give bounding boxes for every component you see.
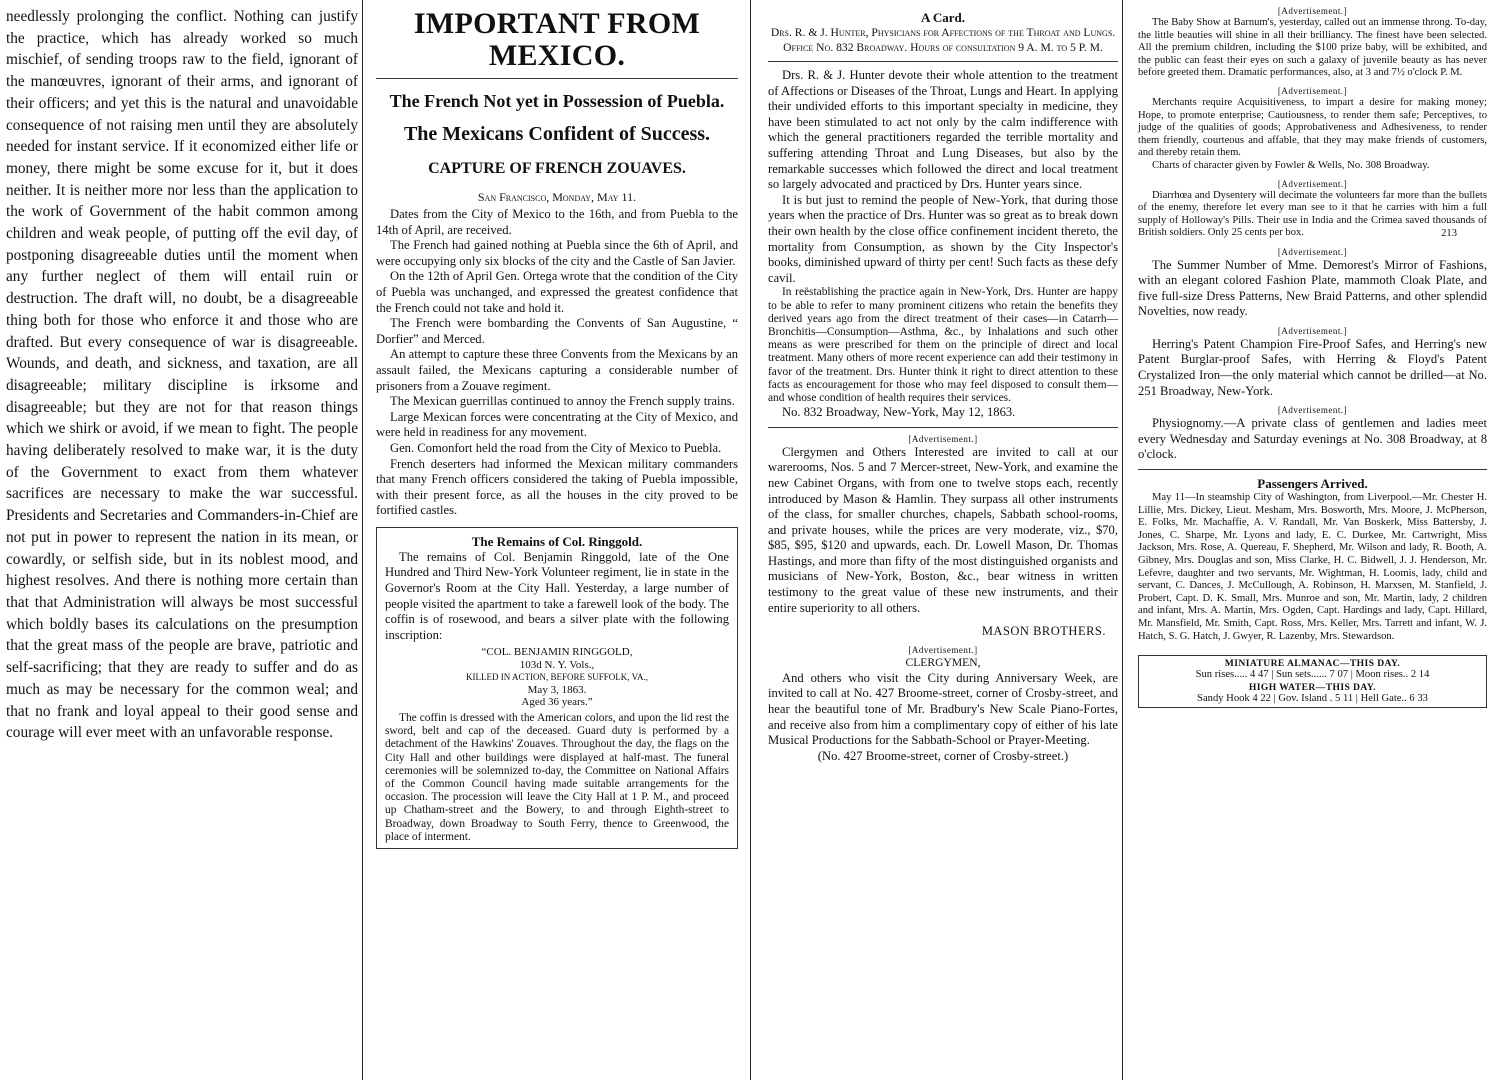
card-office: Office No. 832 Broadway. Hours of consultation 9 A. M. to 5 P. M. (783, 40, 1103, 54)
advertisement-label: [Advertisement.] (1277, 405, 1348, 416)
divider (768, 61, 1118, 62)
high-water-title: HIGH WATER—THIS DAY. (1248, 681, 1377, 693)
hunter-address: No. 832 Broadway, New-York, May 12, 1863. (782, 405, 1016, 420)
hunter-para: In reëstablishing the practice again in New-York, Drs. Hunter are happy to be able to refer to many prominent citizens who retain the benefits they derived years ago from the direct treatment of their cases—in Catarrh—Bronchitis—Consumption—Asthma, &c., by Inhalations and such other means as were prescribed for them on the principle of direct and local treatment. Many others of more recent experience can add their testimony in favor of the treatment. Drs. Hunter think it right to direct attention to these facts as encouragement for those who may feel disposed to consult them—and whose condition of health requires their services. (768, 286, 1118, 404)
advertisement-column (758, 0, 1124, 1080)
mexico-para: An attempt to capture these three Convents from the Mexicans by an assault failed, the Mexicans capturing a considerable number of prisoners from a Zouave regiment. (376, 347, 738, 393)
notice-number: 213 (1441, 227, 1457, 239)
divider (1138, 469, 1487, 470)
mexico-para: French deserters had informed the Mexican military commanders that many French officers considered the taking of Puebla impossible, with their present force, as all the houses in the city proved to be fortified castles. (376, 456, 738, 518)
headline-mexico: IMPORTANT FROM MEXICO. (376, 8, 738, 79)
mexico-para: Dates from the City of Mexico to the 16th, and from Puebla to the 14th of April, are received. (376, 207, 738, 237)
inscription-line: 103d N. Y. Vols., (519, 658, 595, 671)
hunter-para: It is but just to remind the people of New-York, that during those years when the practice of Drs. Hunter was so great as to break down their own health by the close office confinement incident thereto, the mortality from Consumption, as shown by the City Inspector's books, diminished upward of thirty per cent! Such facts as these defy cavil. (768, 192, 1118, 285)
baby-show-notice: The Baby Show at Barnum's, yesterday, called out an immense throng. To-day, the little beauties will shine in all their brilliancy. The finest have been selected. All the premium children, including the $100 prize baby, will be exhibited, and the public can feast their eyes on such a galaxy of juvenile beauty as has never before greeted them. Dramatic performances, also, at 3 and 7½ o'clock P. M. (1138, 17, 1487, 79)
almanac-sun-moon: Sun rises..... 4 47 | Sun sets...... 7 07 | Moon rises.. 2 14 (1195, 669, 1430, 681)
divider (768, 427, 1118, 428)
almanac-high-water: Sandy Hook 4 22 | Gov. Island . 5 11 | Hell Gate.. 6 33 (1197, 692, 1428, 704)
mexico-para: The French were bombarding the Convents of San Augustine, “ Dorfier” and Merced. (376, 316, 738, 346)
almanac-title: MINIATURE ALMANAC—THIS DAY. (1224, 658, 1401, 670)
charts-notice: Charts of character given by Fowler & Wells, No. 308 Broadway. (1152, 159, 1430, 171)
deck-puebla: The French Not yet in Possession of Puebla. (389, 91, 725, 111)
card-title: A Card. (920, 10, 966, 25)
ringgold-para: The coffin is dressed with the American colors, and upon the lid rest the sword, belt and cap of the deceased. Guard duty is performed by a detachment of the Hawkins' Zouaves. Throughout the day, the flags on the City Hall and other buildings were displayed at half-mast. The funeral ceremonies will be solemnized to-day, the Committee on National Affairs of the Common Council having made suitable arrangements for the occasion. The procession will leave the City Hall at 1 P. M., and proceed up Chatham-street and the Bowery, to and through Eighth-street to Broadway, down Broadway to South Ferry, thence to Greenwood, the place of interment. (385, 711, 729, 843)
bradbury-para: And others who visit the City during Anniversary Week, are invited to call at No. 427 Broome-street, corner of Crosby-street, and hear the beautiful tone of Mr. Bradbury's New Scale Piano-Fortes, and receive also from him a complimentary copy of either of his late Musical Productions for the Sabbath-School or Prayer-Meeting. (768, 670, 1118, 748)
mexico-para: The Mexican guerrillas continued to annoy the French supply trains. (390, 394, 735, 409)
advertisement-label: [Advertisement.] (908, 645, 978, 656)
editorial-text: needlessly prolonging the conflict. Nothing can justify the practice, which has already worked so much mischief, of sending troops raw to the field, ignorant of the manœuvres, ignorant of their arms, and ignorant of their officers; and yet this is the natural and unavoidable consequence of not raising men until they are absolutely needed for instant service. If it economized either life or money, there might be some excuse for it, but it does neither. It is neither more nor less than the application to the work of Government of the habit common among children and weak people, of putting off the evil day, of postponing disagreeable duties until the moment when any further neglect of them will entail ruin or destruction. The draft will, no doubt, be a disagreeable thing both for those who enforce it and those who are drafted. But every consequence of war is disagreeable. Wounds, and death, and sickness, and taxation, are all disagreeable; military discipline is irksome and disagreeable; but they are not for that reason things which we shirk or avoid, if we mean to fight. The people having deliberately resolved to make war, it is the duty of the Government to exact from them whatever sacrifices are necessary to make the war successful. Presidents and Secretaries and Commanders-in-Chief are not put in power to represent the nation in its mean, or cowardly, or selfish side, but in its noblest mood, and highest resolves. And there is nothing more certain than that that Administration will always be most successful which boldly bases its calculations on the presumption that the great mass of the people are brave, patriotic and self-sacrificing; that they are ready to suffer and do as much as may be necessary for the common weal; and that no frank and loyal appeal to their good sense and courage will ever meet with an unfavorable response. (6, 8, 358, 742)
diarrhea-notice: Diarrhœa and Dysentery will decimate the volunteers far more than the bullets of the enemy, therefore let every man see to it that he carries with him a full supply of Holloway's Pills. Their use in India and the Crimea saved thousands of British soldiers. Only 25 cents per box. (1138, 189, 1487, 239)
mexico-column (368, 0, 744, 1080)
clergy-para: Clergymen and Others Interested are invited to call at our warerooms, Nos. 5 and 7 Mercer-street, New-York, and examine the new Cabinet Organs, with from one to twelve stops each, recently introduced by Mason & Hamlin. They surpass all other instruments of the class, for smaller churches, chapels, Sabbath school-rooms, and private houses, while the prices are very moderate, viz., $70, $85, $95, $120 and upwards, each. Dr. Lowell Mason, Dr. Thomas Hastings, and more than fifty of the most distinguished organists and musicians of New-York, Boston, &c., bear witness in written testimony to the great value of these new instruments, and their entire superiority to all others. (768, 444, 1118, 615)
demorest-notice: The Summer Number of Mme. Demorest's Mirror of Fashions, with an elegant colored Fashion Plate, mammoth Cloak Plate, and five full-size Dress Patterns, New Braid Patterns, and other splendid Novelties, now ready. (1138, 257, 1487, 319)
mexico-para: On the 12th of April Gen. Ortega wrote that the condition of the City of Puebla was unchanged, and expressed the greatest confidence that the French could not take and hold it. (376, 269, 738, 315)
column-rule (750, 0, 751, 1080)
bradbury-title: CLERGYMEN, (905, 656, 981, 670)
advertisement-label: [Advertisement.] (908, 433, 978, 444)
notices-column (1128, 0, 1493, 1080)
advertisement-label: [Advertisement.] (1277, 178, 1348, 189)
inscription-line: Aged 36 years.” (521, 696, 593, 709)
column-rule (362, 0, 363, 1080)
advertisement-label: [Advertisement.] (1277, 6, 1348, 16)
column-rule (1122, 0, 1123, 1080)
inscription (385, 646, 729, 709)
passengers-title: Passengers Arrived. (1257, 476, 1368, 492)
signature: MASON BROTHERS. (981, 624, 1106, 639)
physiognomy-notice: Physiognomy.—A private class of gentlemen and ladies meet every Wednesday and Saturday evenings at No. 308 Broadway, at 8 o'clock. (1138, 416, 1487, 462)
ringgold-para: The remains of Col. Benjamin Ringgold, late of the One Hundred and Third New-York Volunteer regiment, lie in state in the Governor's Room at the City Hall. Yesterday, a large number of people visited the apartment to take a farewell look of the body. The coffin is of rosewood, and bears a silver plate with the following inscription: (385, 549, 729, 642)
ringgold-article (376, 527, 738, 849)
inscription-line: May 3, 1863. (527, 683, 587, 696)
mexico-para: Large Mexican forces were concentrating at the City of Mexico, and were held in readiness for any movement. (376, 409, 738, 440)
almanac-box (1138, 655, 1487, 708)
editorial-column (4, 0, 360, 1080)
deck-confident: The Mexicans Confident of Success. (403, 123, 711, 145)
hunter-para: Drs. R. & J. Hunter devote their whole attention to the treatment of Affections or Diseases of the Throat, Lungs and Heart. In applying their undivided efforts to this important specialty in medicine, they have been stimulated to act not only by the calm indifference with which the general practitioners regarded the terrible mortality and suffering attending Throat and Lung Diseases, but also by the remarkable successes which followed the direct and local treatment so largely advocated and practiced by Drs. Hunter years since. (768, 68, 1118, 192)
merchants-notice: Merchants require Acquisitiveness, to impart a desire for making money; Hope, to promote enterprise; Cautiousness, to render them safe; Perceptives, to judge of the qualities of goods; Approbativeness and Adhesiveness, to render them friendly, courteous and affable, that they may make friends of customers, and thereby retain them. (1138, 96, 1487, 159)
passengers-list: May 11—In steamship City of Washington, from Liverpool.—Mr. Chester H. Lillie, Mrs. Dickey, Lieut. Mesham, Mrs. Bosworth, Mrs. Moore, J. McPherson, E. Folks, Mr. Machaffie, A. V. Randall, Mr. Van Boskerk, Miss Battersby, J. Jones, C. Sharpe, Mr. Lyons and lady, E. C. Durkee, Mr. Cartwright, Miss Jackson, Mrs. Rose, A. Quereau, F. Shepherd, Mr. Wilson and lady, R. Booth, A. Gibney, Mrs. Douglas and son, Miss Clarke, H. C. Bidwell, J. J. Henderson, Mr. Lefevre, daughter and two servants, Mr. Wightman, H. Loomis, lady, child and servant, C. Dances, J. McCullough, A. Robinson, H. Marxsen, M. Stanfield, J. Probert, Capt. D. K. Small, Mrs. Munroe and son, Mr. Martin, lady, 2 children and infant, Mrs. A. Martin, Mrs. Ogden, Capt. Hardings and lady, Capt. Hillard, Mr. Mansfield, Mr. Smith, Capt. Ross, Mrs. Keller, Mrs. Tarrett and infant, W. J. Hatch, S. G. Hatch, J. Gwyer, R. Lazenby, Mrs. Stewardson. (1138, 492, 1487, 642)
advertisement-label: [Advertisement.] (1277, 85, 1348, 96)
inscription-line: KILLED IN ACTION, BEFORE SUFFOLK, VA., (466, 672, 648, 683)
dateline: San Francisco, Monday, May 11. (477, 190, 637, 204)
bradbury-address: (No. 427 Broome-street, corner of Crosby-street.) (817, 748, 1069, 763)
inscription-line: “COL. BENJAMIN RINGGOLD, (481, 646, 633, 659)
advertisement-label: [Advertisement.] (1277, 246, 1348, 257)
mexico-para: Gen. Comonfort held the road from the City of Mexico to Puebla. (390, 440, 722, 455)
card-subtitle: Drs. R. & J. Hunter, Physicians for Affections of the Throat and Lungs. (770, 26, 1116, 39)
mexico-para: The French had gained nothing at Puebla since the 6th of April, and were occupying only six blocks of the city and the Castle of San Javier. (376, 238, 738, 268)
herring-notice: Herring's Patent Champion Fire-Proof Safes, and Herring's new Patent Burglar-proof Safes, with Herring & Floyd's Patent Crystalized Iron—the only material which cannot be drilled—at No. 251 Broadway, New-York. (1138, 336, 1487, 398)
ringgold-title: The Remains of Col. Ringgold. (471, 533, 643, 549)
deck-zouaves: CAPTURE OF FRENCH ZOUAVES. (428, 160, 686, 177)
advertisement-label: [Advertisement.] (1277, 325, 1348, 336)
